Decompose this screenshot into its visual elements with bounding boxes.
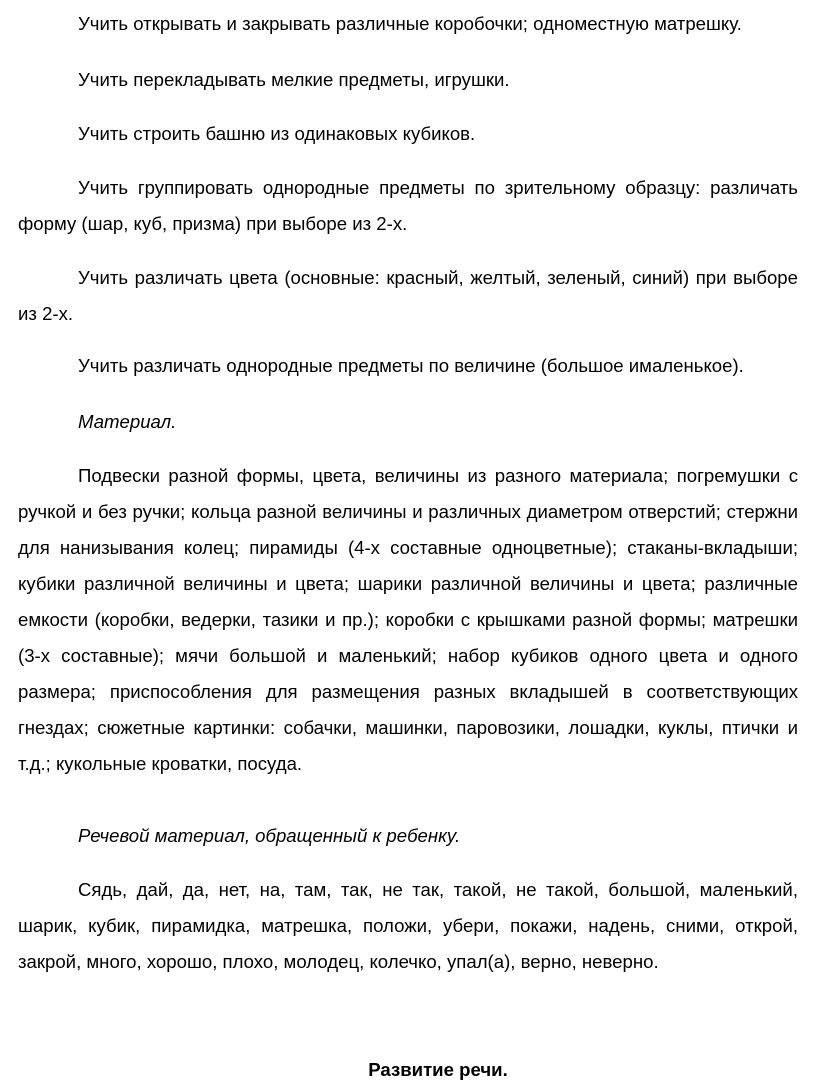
speech-material-text: Сядь, дай, да, нет, на, там, так, не так, такой, не такой, большой, маленький, шарик, кубик, пирамидка, матрешка, положи, убери, покажи, надень, сними, открой, закрой, много, хорошо, плохо, молодец, колечко, упал(а), верно, неверно. xyxy=(18,879,798,972)
paragraph-colors: Учить различать цвета (основные: красный, желтый, зеленый, синий) при выборе из 2-х. xyxy=(18,267,798,324)
paragraph-grouping: Учить группировать однородные предметы по зрительному образцу: различать форму (шар, куб, призма) при выборе из 2-х. xyxy=(18,177,798,234)
material-heading: Материал. xyxy=(78,411,177,432)
speech-material-heading: Речевой материал, обращенный к ребенку. xyxy=(78,825,461,846)
material-text: Подвески разной формы, цвета, величины из разного материала; погремушки с ручкой и без ручки; кольца разной величины и различных диаметром отверстий; стержни для нанизывания колец; пирамиды (4-х составные одноцветные); стаканы-вкладыши; кубики различной величины и цвета; шарики различной величины и цвета; различные емкости (коробки, ведерки, тазики и пр.); коробки с крышками разной формы; матрешки (3-х составные); мячи большой и маленький; набор кубиков одного цвета и одного размера; приспособления для размещения разных вкладышей в соответствующих гнездах; сюжетные картинки: собачки, машинки, паровозики, лошадки, куклы, птички и т.д.; кукольные кроватки, посуда. xyxy=(18,465,798,774)
paragraph-tower: Учить строить башню из одинаковых кубиков. xyxy=(78,123,476,144)
section-title: Развитие речи. xyxy=(368,1059,508,1080)
paragraph-small-objects: Учить перекладывать мелкие предметы, игрушки. xyxy=(78,69,510,90)
paragraph-boxes: Учить открывать и закрывать различные коробочки; одноместную матрешку. xyxy=(78,13,742,34)
paragraph-size: Учить различать однородные предметы по величине (большое ималенькое). xyxy=(78,355,744,376)
